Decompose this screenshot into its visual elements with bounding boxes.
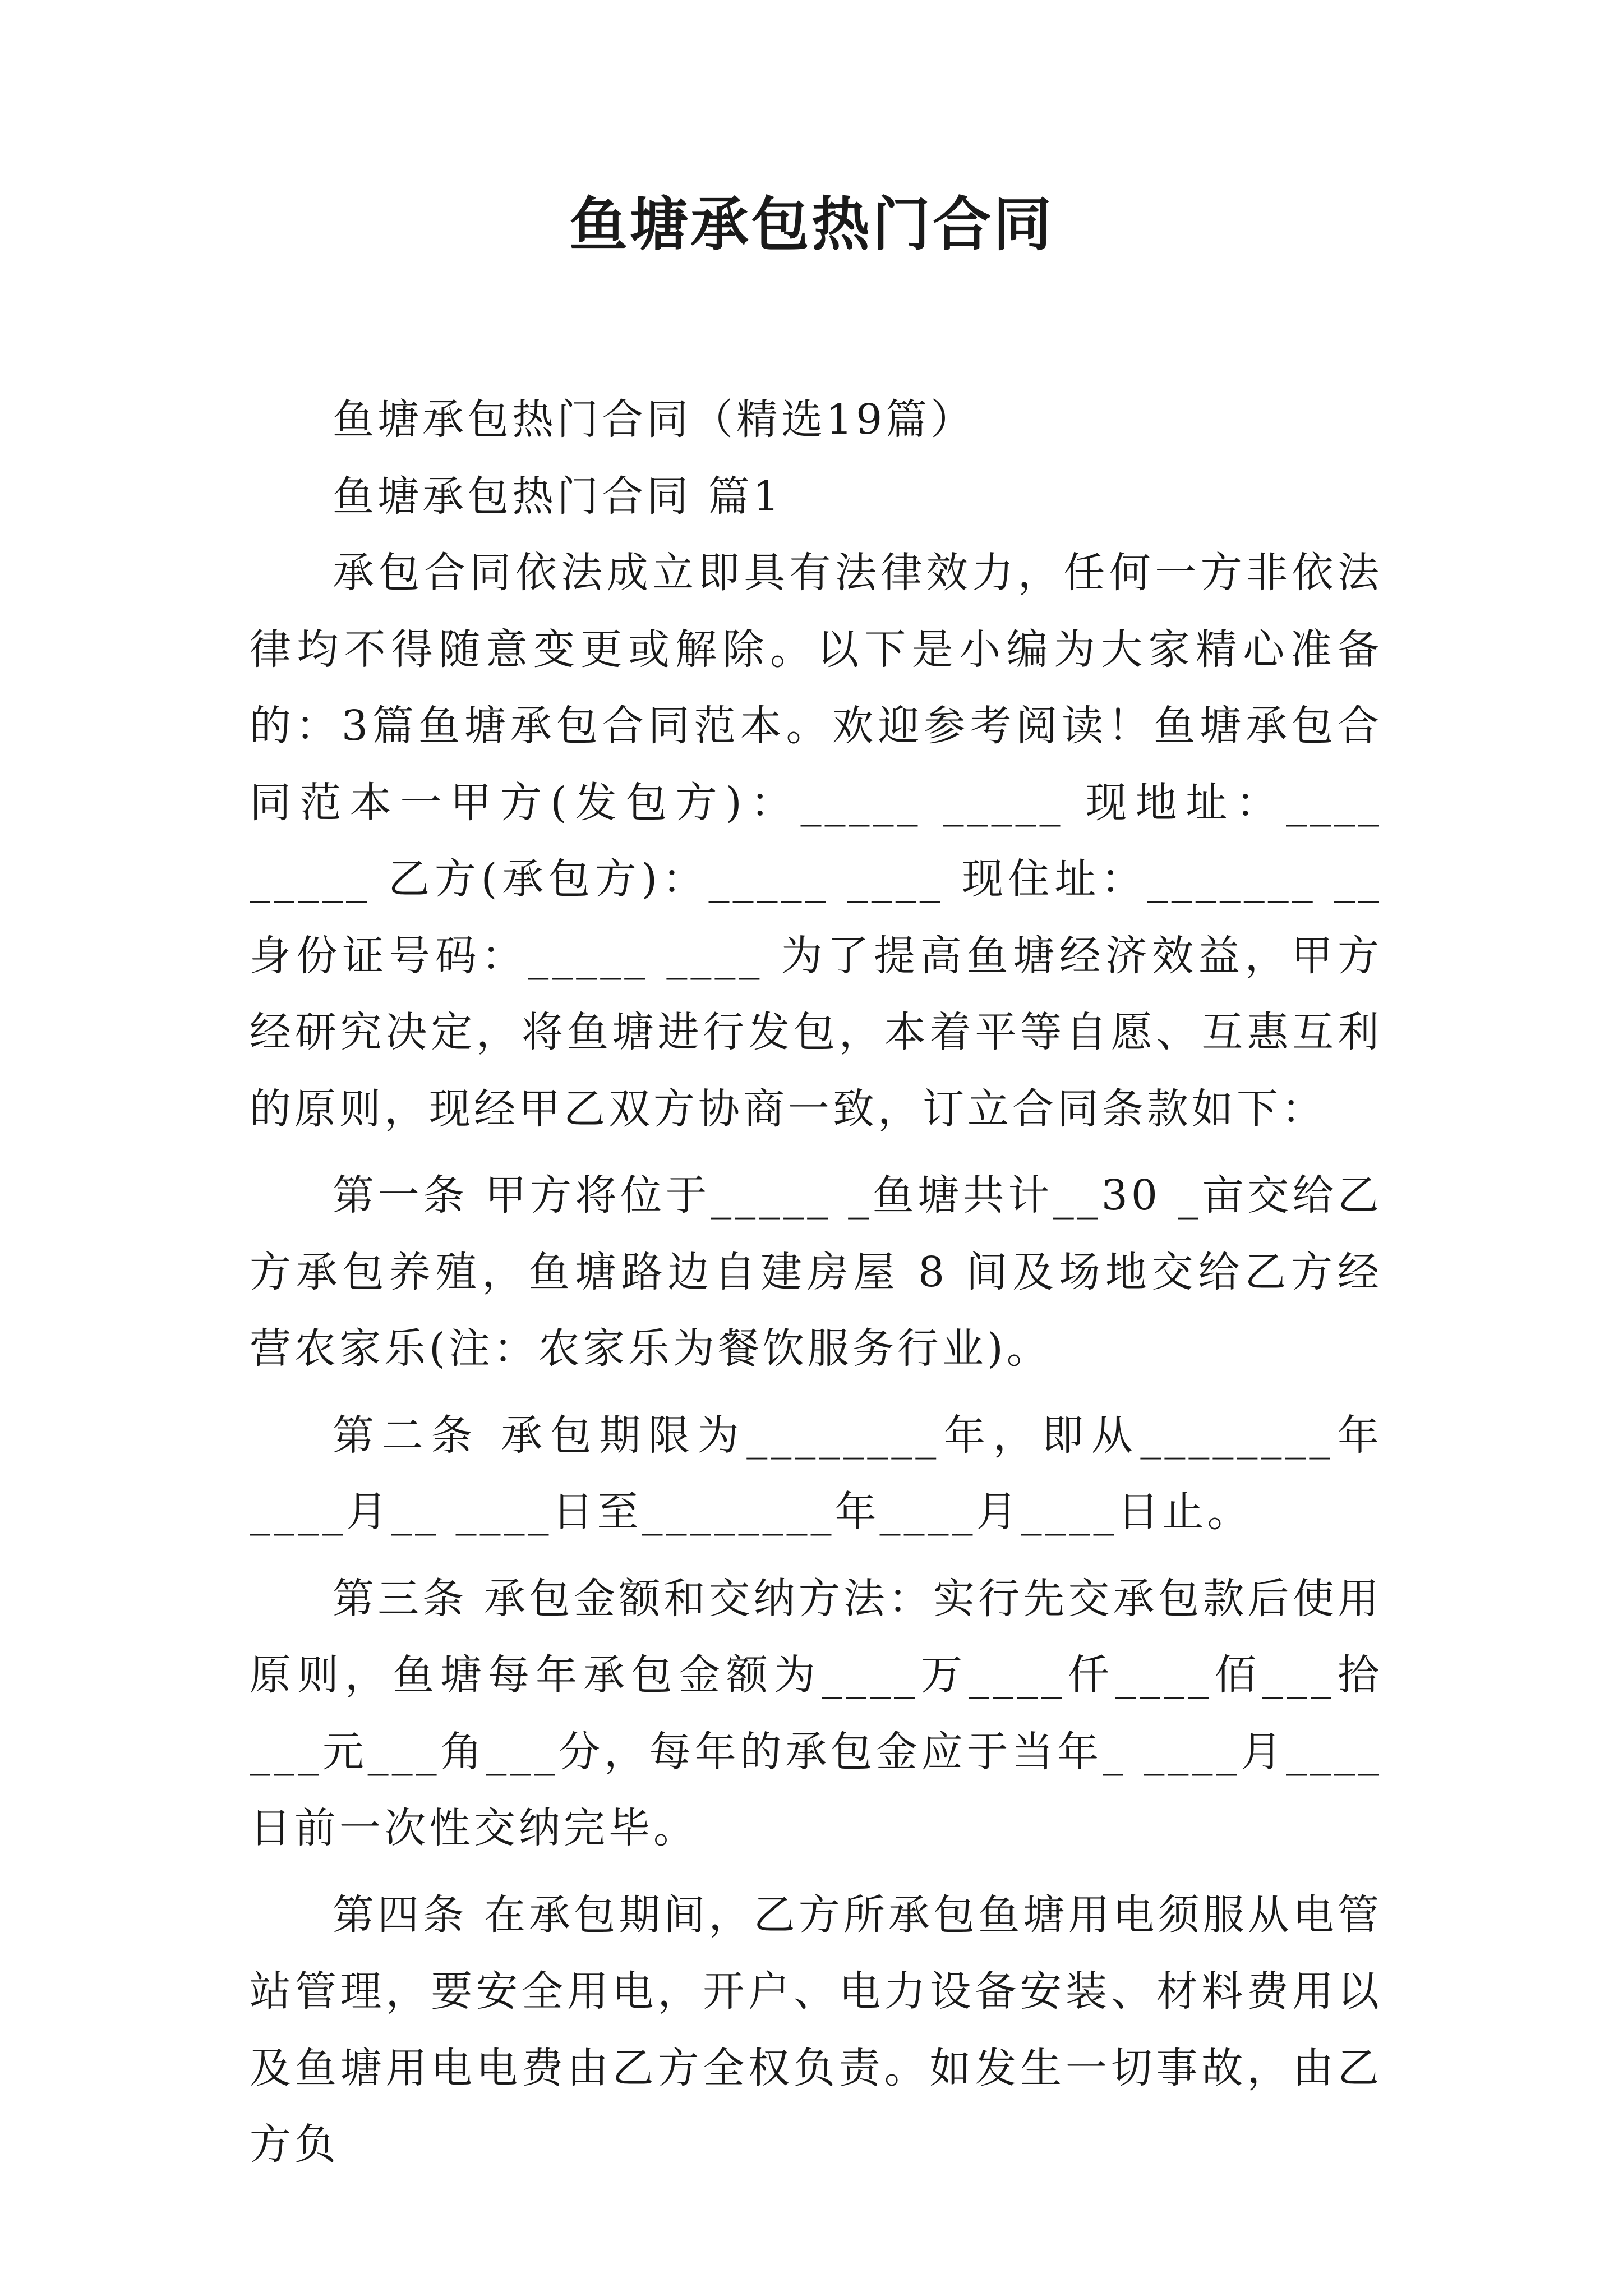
- paragraph-intro: 承包合同依法成立即具有法律效力，任何一方非依法律均不得随意变更或解除。以下是小编为大家精心准备的：3篇鱼塘承包合同范本。欢迎参考阅读！鱼塘承包合同范本一甲方(发包方)：_____ _____ 现地址：____ _____ 乙方(承包方)：_____ ____ 现住址：_______ __ 身份证号码：_____ ____ 为了提高鱼塘经济效益，甲方经研究决定，将鱼塘进行发包，本着平等自愿、互惠互利的原则，现经甲乙双方协商一致，订立合同条款如下：: [250, 549, 1382, 1133]
- document-body: [250, 381, 1382, 2183]
- paragraph-article-1: 第一条 甲方将位于_____ _鱼塘共计__30 _亩交给乙方承包养殖，鱼塘路边自建房屋 8 间及场地交给乙方经营农家乐(注：农家乐为餐饮服务行业)。: [250, 1171, 1382, 1373]
- paragraph-article-4: 第四条 在承包期间，乙方所承包鱼塘用电须服从电管站管理，要安全用电，开户、电力设备安装、材料费用以及鱼塘用电电费由乙方全权负责。如发生一切事故，由乙方负: [250, 1890, 1382, 2169]
- paragraph-article-3: 第三条 承包金额和交纳方法：实行先交承包款后使用原则，鱼塘每年承包金额为____万____仟____佰___拾___元___角___分，每年的承包金应于当年_ ____月____日前一次性交纳完毕。: [250, 1574, 1382, 1852]
- paragraph-subtitle: 鱼塘承包热门合同（精选19篇）: [333, 395, 976, 444]
- document-title: 鱼塘承包热门合同: [569, 190, 1054, 259]
- paragraph-article-2: 第二条 承包期限为________年，即从________年____月__ ____日至________年____月____日止。: [250, 1411, 1382, 1536]
- paragraph-section-heading: 鱼塘承包热门合同 篇1: [333, 472, 783, 521]
